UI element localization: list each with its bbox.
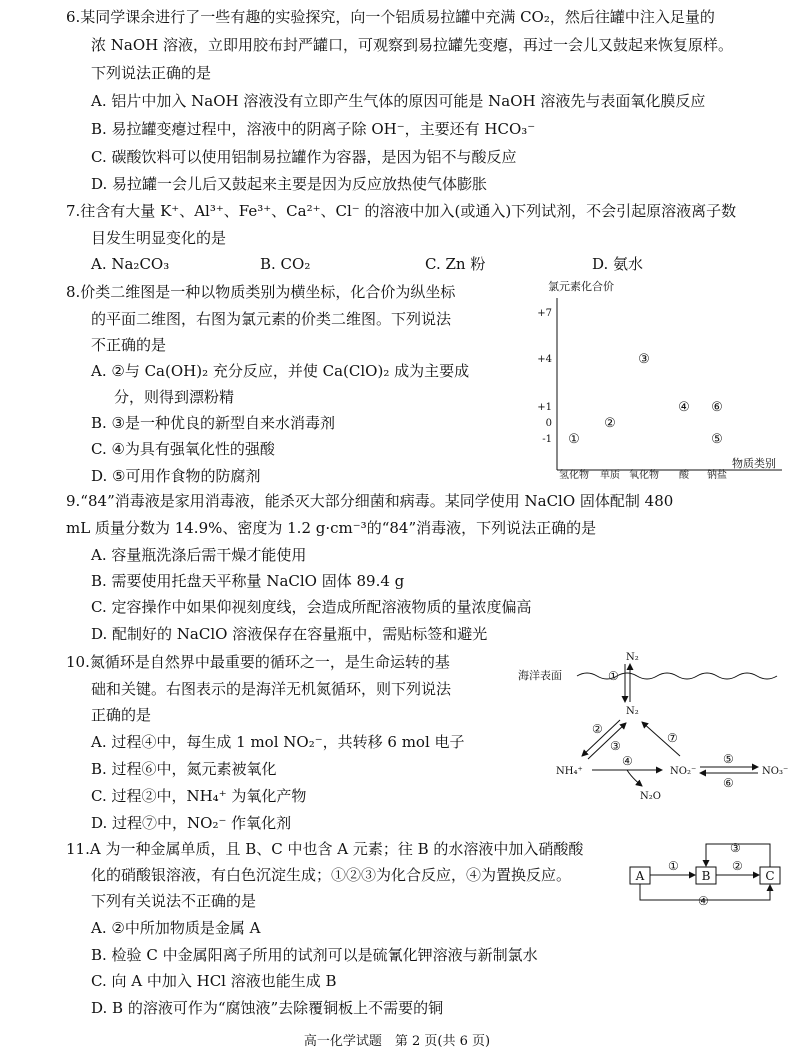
q8-option-a: A. ②与 Ca(OH)₂ 充分反应，并使 Ca(ClO)₂ 成为主要成 <box>91 362 470 380</box>
q11-option-a: A. ②中所加物质是金属 A <box>91 919 261 937</box>
data-point: ② <box>604 416 616 431</box>
q8-stem-line-1: 8.价类二维图是一种以物质类别为横坐标，化合价为纵坐标 <box>66 283 456 301</box>
q10-option-b: B. 过程⑥中，氮元素被氧化 <box>91 760 277 778</box>
step1-label: ① <box>608 669 619 683</box>
n2-mid-label: N₂ <box>626 706 639 717</box>
q7-option-c: C. Zn 粉 <box>425 255 486 273</box>
x-tick-label: 酸 <box>679 470 689 481</box>
n2-top-label: N₂ <box>626 652 639 663</box>
step1-label: ① <box>668 859 679 873</box>
data-point: ⑤ <box>711 432 723 447</box>
x-tick-label: 氢化物 <box>559 470 589 481</box>
q11-option-c: C. 向 A 中加入 HCl 溶液也能生成 B <box>91 972 337 990</box>
n2o-branch-arrow <box>627 770 642 786</box>
q10-stem-line-1: 10.氮循环是自然界中最重要的循环之一，是生命运转的基 <box>66 653 450 671</box>
sea-surface-label: 海洋表面 <box>518 669 562 682</box>
q10-stem-line-2: 础和关键。右图表示的是海洋无机氮循环，则下列说法 <box>91 680 452 698</box>
step3-label: ③ <box>730 841 741 855</box>
nh4-label: NH₄⁺ <box>556 766 583 777</box>
step4-label: ④ <box>698 894 709 908</box>
y-tick-label: +7 <box>537 308 552 319</box>
q9-option-b: B. 需要使用托盘天平称量 NaClO 固体 89.4 g <box>91 572 405 590</box>
q8-option-d: D. ⑤可用作食物的防腐剂 <box>91 467 261 485</box>
box-c-label: C <box>765 869 775 883</box>
x-tick-label: 氧化物 <box>629 470 659 481</box>
q10-option-c: C. 过程②中，NH₄⁺ 为氧化产物 <box>91 787 307 805</box>
q7-stem-line-1: 7.往含有大量 K⁺、Al³⁺、Fe³⁺、Ca²⁺、Cl⁻ 的溶液中加入(或通入)下列试剂，不会引起原溶液离子数 <box>66 202 737 220</box>
q7-stem-line-2: 目发生明显变化的是 <box>91 229 227 247</box>
no3-label: NO₃⁻ <box>762 766 789 777</box>
y-tick-label: 0 <box>545 418 552 429</box>
q11-option-b: B. 检验 C 中金属阳离子所用的试剂可以是硫氰化钾溶液与新制氯水 <box>91 946 538 964</box>
q7-option-d: D. 氨水 <box>592 255 644 273</box>
box-b-label: B <box>701 869 711 883</box>
data-point: ① <box>568 432 580 447</box>
q11-stem-line-1: 11.A 为一种金属单质，且 B、C 中也含 A 元素；往 B 的水溶液中加入硝酸酸 <box>66 840 584 858</box>
q11-option-d: D. B 的溶液可作为“腐蚀液”去除覆铜板上不需要的铜 <box>91 999 444 1017</box>
chlorine-valence-chart <box>512 278 787 483</box>
page-footer: 高一化学试题 第 2 页(共 6 页) <box>303 1034 491 1049</box>
y-tick-label: +4 <box>537 354 552 365</box>
x-tick-label: 钠盐 <box>707 470 727 481</box>
q9-option-a: A. 容量瓶洗涤后需干燥才能使用 <box>91 546 307 564</box>
q10-stem-line-3: 正确的是 <box>91 706 152 724</box>
q7-option-a: A. Na₂CO₃ <box>91 255 170 273</box>
x-tick-label: 单质 <box>600 470 620 481</box>
nitrogen-cycle-diagram <box>512 646 790 806</box>
q6-stem-line-3: 下列说法正确的是 <box>91 64 212 82</box>
q9-option-d: D. 配制好的 NaClO 溶液保存在容量瓶中，需贴标签和避光 <box>91 625 488 643</box>
q6-option-d: D. 易拉罐一会儿后又鼓起来主要是因为反应放热使气体膨胀 <box>91 175 488 193</box>
no2-label: NO₂⁻ <box>670 766 697 777</box>
q10-option-d: D. 过程⑦中，NO₂⁻ 作氧化剂 <box>91 814 292 832</box>
q6-stem-line-1: 6.某同学课余进行了一些有趣的实验探究，向一个铝质易拉罐中充满 CO₂，然后往罐中注入足量的 <box>66 8 715 26</box>
n2o-label: N₂O <box>640 791 661 802</box>
box-a-label: A <box>635 869 645 883</box>
q6-option-c: C. 碳酸饮料可以使用铝制易拉罐作为容器，是因为铝不与酸反应 <box>91 148 517 166</box>
q9-stem-line-2: mL 质量分数为 14.9%、密度为 1.2 g·cm⁻³的“84”消毒液，下列说法正确的是 <box>66 519 597 537</box>
step3-label: ③ <box>610 739 621 753</box>
q6-option-a: A. 铝片中加入 NaOH 溶液没有立即产生气体的原因可能是 NaOH 溶液先与表面氧化膜反应 <box>91 92 706 110</box>
q11-stem-line-3: 下列有关说法不正确的是 <box>91 892 257 910</box>
q9-option-c: C. 定容操作中如果仰视刻度线，会造成所配溶液物质的量浓度偏高 <box>91 598 532 616</box>
step7-label: ⑦ <box>667 731 678 745</box>
y-tick-label: +1 <box>537 402 552 413</box>
y-tick-label: -1 <box>542 434 552 445</box>
step2-label: ② <box>732 859 743 873</box>
step2-label: ② <box>592 722 603 736</box>
q11-stem-line-2: 化的硝酸银溶液，有白色沉淀生成；①②③为化合反应，④为置换反应。 <box>91 866 572 884</box>
q8-option-b: B. ③是一种优良的新型自来水消毒剂 <box>91 414 336 432</box>
q7-option-b: B. CO₂ <box>260 255 311 273</box>
step4-label: ④ <box>622 754 633 768</box>
q6-option-b: B. 易拉罐变瘪过程中，溶液中的阴离子除 OH⁻，主要还有 HCO₃⁻ <box>91 120 536 138</box>
q10-option-a: A. 过程④中，每生成 1 mol NO₂⁻，共转移 6 mol 电子 <box>91 733 465 751</box>
q9-stem-line-1: 9.“84”消毒液是家用消毒液，能杀灭大部分细菌和病毒。某同学使用 NaClO 固体配制 480 <box>66 492 674 510</box>
data-point: ④ <box>678 400 690 415</box>
chart-xlabel: 物质类别 <box>732 457 776 470</box>
q8-stem-line-3: 不正确的是 <box>91 336 167 354</box>
step6-label: ⑥ <box>723 776 734 790</box>
q6-stem-line-2: 浓 NaOH 溶液，立即用胶布封严罐口，可观察到易拉罐先变瘪，再过一会儿又鼓起来恢复原样。 <box>91 36 733 54</box>
q8-stem-line-2: 的平面二维图，右图为氯元素的价类二维图。下列说法 <box>91 310 452 328</box>
chart-ylabel: 氯元素化合价 <box>548 280 614 293</box>
q8-option-a-cont: 分，则得到漂粉精 <box>114 388 235 406</box>
abc-reaction-diagram <box>626 836 786 908</box>
sea-wave-line <box>577 673 777 679</box>
step5-label: ⑤ <box>723 752 734 766</box>
q8-option-c: C. ④为具有强氧化性的强酸 <box>91 440 275 458</box>
data-point: ③ <box>638 352 650 367</box>
data-point: ⑥ <box>711 400 723 415</box>
